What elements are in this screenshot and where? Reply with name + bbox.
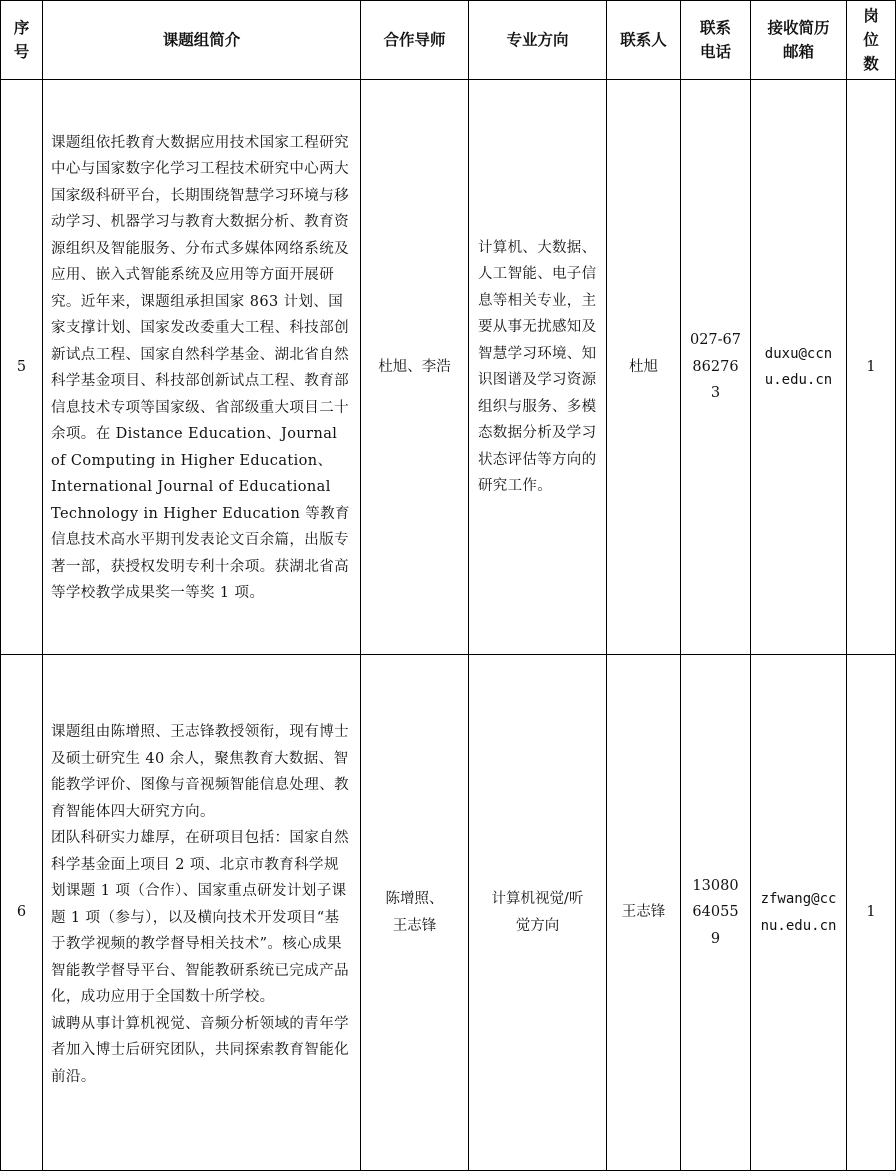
header-contact: 联系人 bbox=[607, 1, 681, 80]
row-mentor: 杜旭、李浩 bbox=[361, 80, 469, 655]
row-email: zfwang@ccnu.edu.cn bbox=[751, 655, 847, 1171]
row-index: 5 bbox=[1, 80, 43, 655]
table-row bbox=[1, 80, 896, 655]
header-major: 专业方向 bbox=[469, 1, 607, 80]
header-index: 序号 bbox=[1, 1, 43, 80]
row-contact: 杜旭 bbox=[607, 80, 681, 655]
row-phone: 027-67862763 bbox=[681, 80, 751, 655]
header-row bbox=[1, 1, 896, 80]
intro-paragraph: 课题组由陈增照、王志锋教授领衔，现有博士及硕士研究生 40 余人，聚焦教育大数据、智能教学评价、图像与音视频智能信息处理、教育智能体四大研究方向。 bbox=[51, 724, 349, 820]
row-quota: 1 bbox=[847, 80, 896, 655]
header-email: 接收简历邮箱 bbox=[751, 1, 847, 80]
intro-paragraph: 诚聘从事计算机视觉、音频分析领域的青年学者加入博士后研究团队，共同探索教育智能化前沿。 bbox=[51, 1015, 349, 1085]
header-intro: 课题组简介 bbox=[43, 1, 361, 80]
row-major: 计算机、大数据、人工智能、电子信息等相关专业，主要从事无扰感知及智慧学习环境、知识图谱及学习资源组织与服务、多模态数据分析及学习状态评估等方向的研究工作。 bbox=[469, 80, 607, 655]
header-phone: 联系电话 bbox=[681, 1, 751, 80]
row-major: 计算机视觉/听觉方向 bbox=[469, 655, 607, 1171]
row-index: 6 bbox=[1, 655, 43, 1171]
row-email: duxu@ccnu.edu.cn bbox=[751, 80, 847, 655]
row-phone: 13080640559 bbox=[681, 655, 751, 1171]
header-mentor: 合作导师 bbox=[361, 1, 469, 80]
row-contact: 王志锋 bbox=[607, 655, 681, 1171]
header-quota: 岗位数 bbox=[847, 1, 896, 80]
table-row bbox=[1, 655, 896, 1171]
row-intro: 课题组依托教育大数据应用技术国家工程研究中心与国家数字化学习工程技术研究中心两大国家级科研平台，长期围绕智慧学习环境与移动学习、机器学习与教育大数据分析、教育资源组织及智能服务、分布式多媒体网络系统及应用、嵌入式智能系统及应用等方面开展研究。近年来，课题组承担国家 863 计划、国家支撑计划、国家发改委重大工程、科技部创新试点工程、国家自然科学基金、湖北省自然科学基金项目、科技部创新试点工程、教育部信息技术专项等国家级、省部级重大项目二十余项。在 Distance Education、Journal of Computing in Higher Education、International Journal of Educational Technology in Higher Education 等教育信息技术高水平期刊发表论文百余篇，出版专著一部，获授权发明专利十余项。获湖北省高等学校教学成果奖一等奖 1 项。 bbox=[43, 80, 361, 655]
row-intro bbox=[43, 655, 361, 1171]
row-quota: 1 bbox=[847, 655, 896, 1171]
intro-paragraph: 团队科研实力雄厚，在研项目包括：国家自然科学基金面上项目 2 项、北京市教育科学规划课题 1 项（合作）、国家重点研发计划子课题 1 项（参与），以及横向技术开发项目“基于教学视频的教学督导相关技术”。核心成果智能教学督导平台、智能教研系统已完成产品化，成功应用于全国数十所学校。 bbox=[51, 830, 349, 1005]
row-mentor: 陈增照、王志锋 bbox=[361, 655, 469, 1171]
